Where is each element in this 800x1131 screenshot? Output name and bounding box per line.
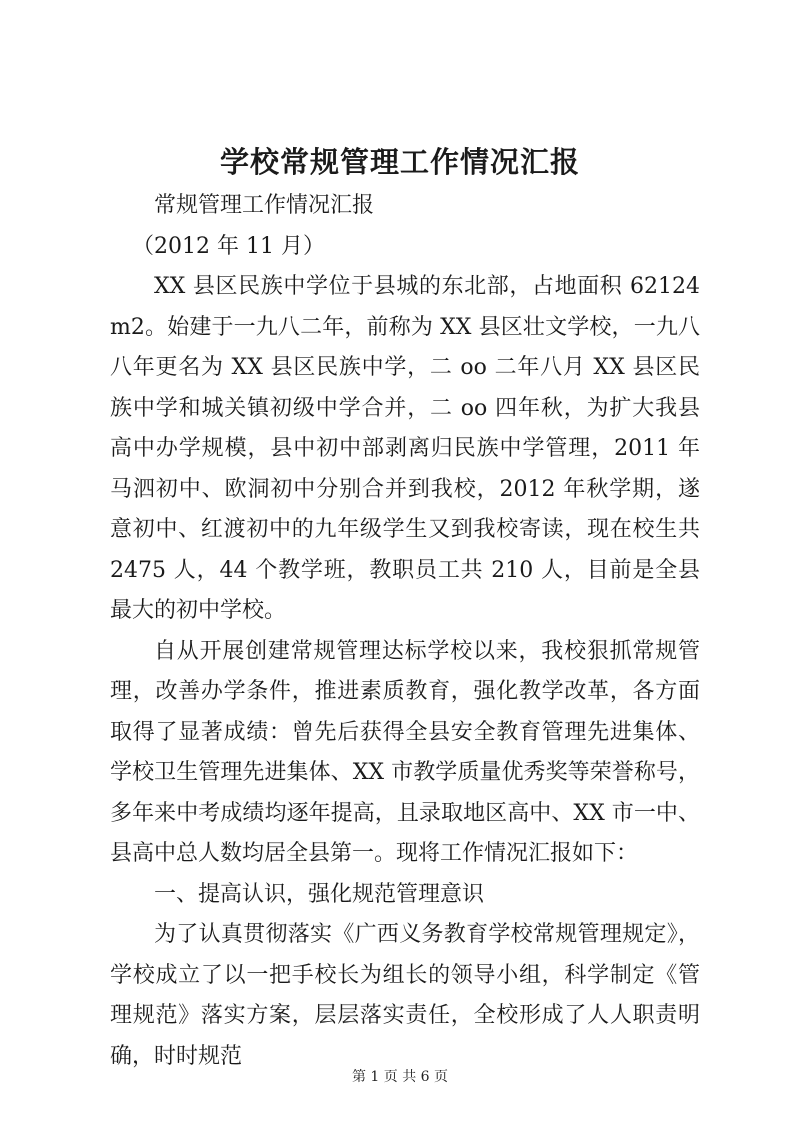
document-title: 学校常规管理工作情况汇报 — [219, 145, 580, 179]
section-heading-1: 一、提高认识，强化规范管理意识 — [154, 881, 485, 907]
paragraph-school-history: XX 县区民族中学位于县城的东北部，占地面积 62124m2。始建于一九八二年，前称为 XX 县区壮文学校，一九八八年更名为 XX 县区民族中学，二 oo 二年八月 XX 县区民族中学和城关镇初级中学合并，二 oo 四年秋，为扩大我县高中办学规模，县中初中部剥离归民族中学管理，2011 年马泗初中、欧洞初中分别合并到我校，2012 年秋学期，遂意初中、红渡初中的九年级学生又到我校寄读，现在校生共 2475 人，44 个教学班，教职员工共 210 人，目前是全县最大的初中学校。 — [110, 274, 700, 623]
paragraph-management: 为了认真贯彻落实《广西义务教育学校常规管理规定》，学校成立了以一把手校长为组长的领导小组，科学制定《管理规范》落实方案，层层落实责任，全校形成了人人职责明确，时时规范 — [110, 922, 700, 1069]
date-line: （2012 年 11 月） — [132, 233, 325, 259]
subtitle-line: 常规管理工作情况汇报 — [154, 193, 375, 218]
page-number-footer: 第 1 页 共 6 页 — [351, 1069, 449, 1085]
document-body — [110, 186, 700, 1077]
paragraph-achievements: 自从开展创建常规管理达标学校以来，我校狠抓常规管理，改善办学条件，推进素质教育，强化教学改革，各方面取得了显著成绩：曾先后获得全县安全教育管理先进集体、学校卫生管理先进集体、XX 市教学质量优秀奖等荣誉称号，多年来中考成绩均逐年提高，且录取地区高中、XX 市一中、县高中总人数均居全县第一。现将工作情况汇报如下： — [110, 638, 700, 866]
